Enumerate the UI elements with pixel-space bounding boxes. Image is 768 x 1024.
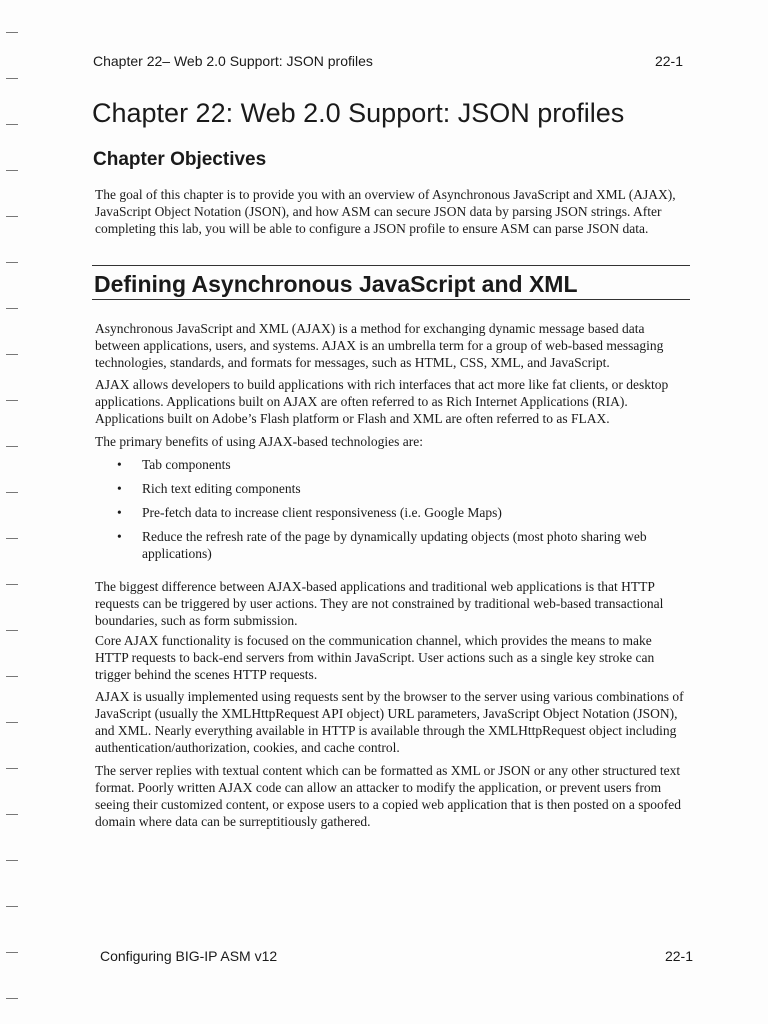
paragraph: The server replies with textual content which can be formatted as XML or JSON or any other structured text format. Poorly written AJAX code can allow an attacker to modify the application, or prevent users from seeing their customized content, or expose users to a copied web application that is then posted on a spoofed domain where data can be surreptitiously gathered. [95,763,681,829]
bullet-icon: • [117,529,122,544]
paragraph: Asynchronous JavaScript and XML (AJAX) is a method for exchanging dynamic message based data between applications, users, and systems. AJAX is an umbrella term for a group of web-based messaging technologies, standards, and formats for messages, such as HTML, CSS, XML, and JavaScript. [95,321,664,370]
running-title: Chapter 22– Web 2.0 Support: JSON profiles [93,53,373,69]
list-item [115,456,685,473]
list-item [115,480,685,497]
bullet-icon: • [117,481,122,496]
header-page-number: 22-1 [654,53,683,69]
paragraph: AJAX is usually implemented using requests sent by the browser to the server using various combinations of JavaScript (usually the XMLHttpRequest API object) URL parameters, JavaScript Object Notation (JSON), and XML. Nearly everything available in HTTP is available through the XMLHttpRequest object including authentication/authorization, cookies, and cache control. [95,689,684,755]
objectives-paragraph: The goal of this chapter is to provide you with an overview of Asynchronous JavaScript and XML (AJAX), JavaScript Object Notation (JSON), and how ASM can secure JSON data by parsing JSON strings. After completing this lab, you will be able to configure a JSON profile to ensure ASM can parse JSON data. [95,187,676,236]
list-item [115,504,685,521]
section-rule-bottom [92,299,690,300]
book-title: Configuring BIG-IP ASM v12 [100,948,278,964]
footer-page-number: 22-1 [664,948,693,964]
chapter-title: Chapter 22: Web 2.0 Support: JSON profiles [92,98,625,128]
list-item-text: Rich text editing components [142,481,301,496]
bullet-icon: • [117,505,122,520]
objectives-heading: Chapter Objectives [93,149,267,170]
list-item [115,528,685,562]
list-item-text: Pre-fetch data to increase client responsiveness (i.e. Google Maps) [142,505,502,520]
running-header [93,53,683,69]
list-item-text: Tab components [142,457,231,472]
section-heading: Defining Asynchronous JavaScript and XML [94,271,578,297]
scan-margin-marks [6,20,28,1010]
paragraph: The primary benefits of using AJAX-based technologies are: [95,434,424,449]
bullet-icon: • [117,457,122,472]
paragraph: Core AJAX functionality is focused on the communication channel, which provides the means to make HTTP requests to back-end servers from within JavaScript. User actions such as a single key stroke can trigger behind the scenes HTTP requests. [95,633,655,682]
paragraph: AJAX allows developers to build applications with rich interfaces that act more like fat clients, or desktop applications. Applications built on AJAX are often referred to as Rich Internet Applications (RIA). Applications built on Adobe’s Flash platform or Flash and XML are often referred to as FLAX. [95,377,669,426]
running-footer [100,948,693,964]
paragraph: The biggest difference between AJAX-based applications and traditional web applications is that HTTP requests can be triggered by user actions. They are not constrained by traditional web-based transactional boundaries, such as form submission. [95,579,664,628]
list-item-text: Reduce the refresh rate of the page by dynamically updating objects (most photo sharing web applications) [142,529,647,561]
section-rule-top [92,265,690,266]
benefits-list [115,456,685,569]
